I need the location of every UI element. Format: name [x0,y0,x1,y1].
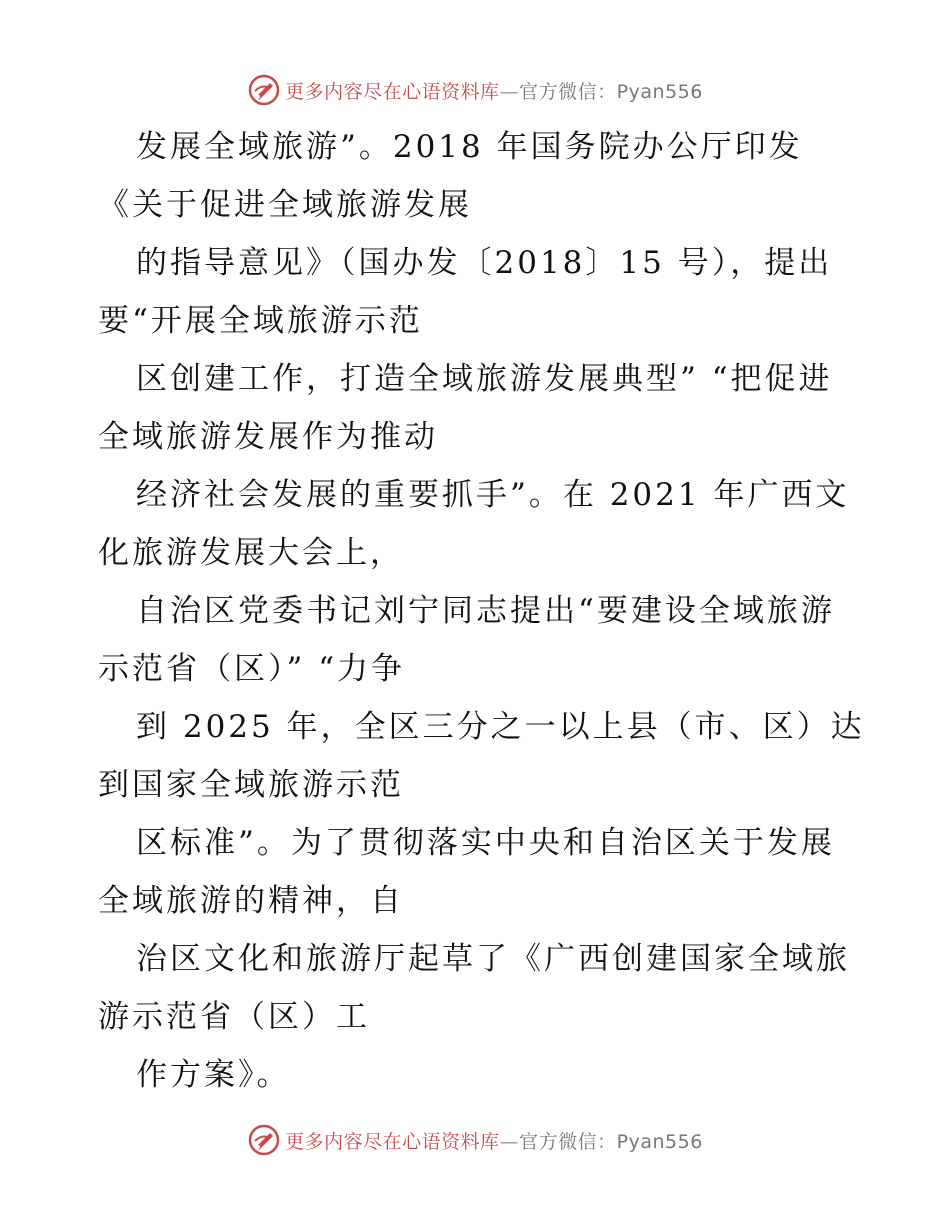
paragraph-line: 示范省（区）” “力争 [98,651,406,687]
scroll-quill-icon [247,1123,281,1157]
scroll-quill-icon [247,73,281,107]
paragraph-line: 全域旅游发展作为推动 [98,419,438,455]
watermark-text [285,77,703,104]
watermark-dash: — [499,1130,520,1153]
footer-watermark [0,1120,950,1160]
paragraph-line: 区创建工作，打造全域旅游发展典型” “把促进 [136,361,833,397]
watermark-text [285,1127,703,1154]
header-watermark [0,70,950,110]
watermark-contact: 官方微信：Pyan556 [519,1130,703,1153]
paragraph-line: 发展全域旅游”。2018 年国务院办公厅印发 [136,129,803,165]
paragraph-line: 的指导意见》（国办发〔2018〕15 号），提出 [136,245,833,281]
document-body [98,118,865,1104]
paragraph-line: 作方案》。 [136,1057,291,1093]
paragraph-line: 到国家全域旅游示范 [98,767,404,803]
paragraph-line: 《关于促进全域旅游发展 [98,187,472,223]
watermark-brand: 更多内容尽在心语资料库 [285,1130,500,1153]
paragraph-line: 自治区党委书记刘宁同志提出“要建设全域旅游 [136,593,835,629]
paragraph-line: 经济社会发展的重要抓手”。在 2021 年广西文 [136,477,850,513]
watermark-contact: 官方微信：Pyan556 [519,80,703,103]
paragraph-line: 要“开展全域旅游示范 [98,303,423,339]
paragraph-line: 到 2025 年，全区三分之一以上县（市、区）达 [136,709,865,745]
paragraph-line: 化旅游发展大会上， [98,535,404,571]
paragraph-line: 治区文化和旅游厅起草了《广西创建国家全域旅 [136,941,850,977]
paragraph-line: 游示范省（区）工 [98,999,370,1035]
watermark-dash: — [499,80,520,103]
paragraph-line: 全域旅游的精神，自 [98,883,404,919]
watermark-brand: 更多内容尽在心语资料库 [285,80,500,103]
paragraph-line: 区标准”。为了贯彻落实中央和自治区关于发展 [136,825,835,861]
